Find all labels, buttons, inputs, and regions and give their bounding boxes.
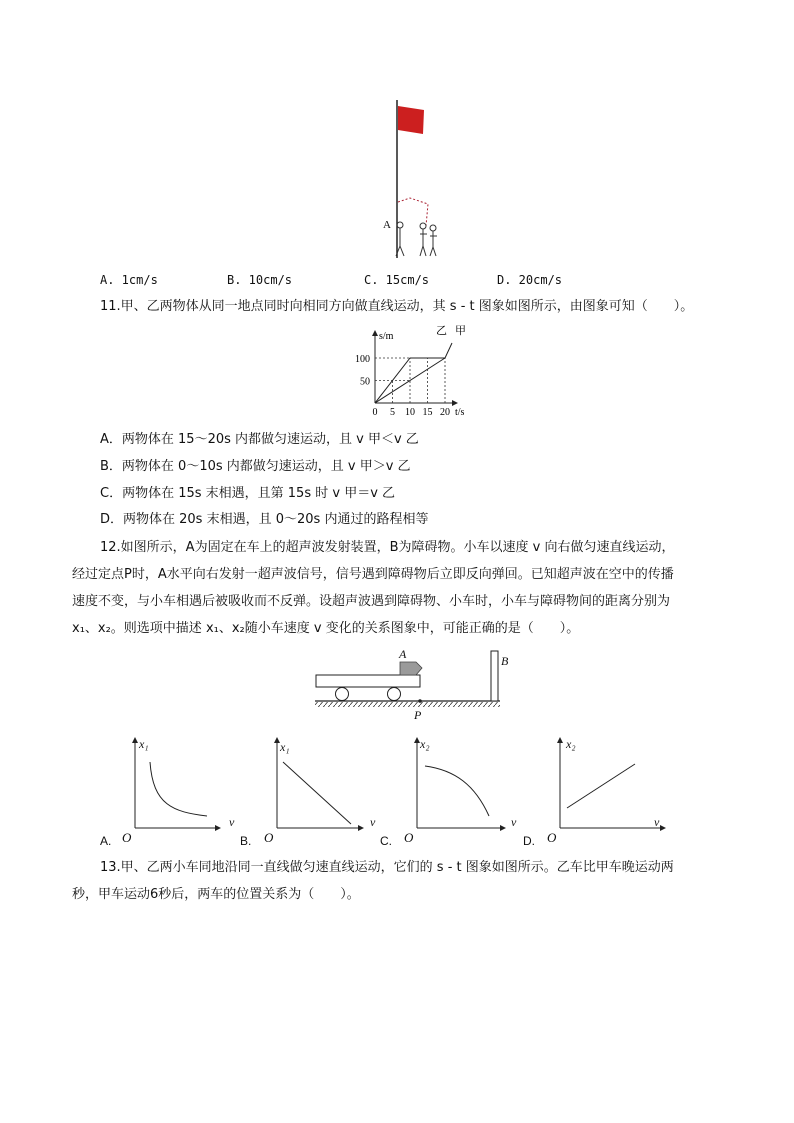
flag-shape (398, 106, 424, 134)
x-tick-0: 0 (372, 407, 378, 418)
q12-stem-line-2: 经过定点P时，A水平向右发射一超声波信号，信号遇到障碍物后立即反向弹回。已知超声波在空中的传播 (72, 567, 674, 582)
cart-diagram (310, 645, 510, 725)
cart-obstacle-svg (310, 645, 510, 725)
series-label-yi: 乙 (436, 325, 447, 337)
graph-d-y-label: x₂ (566, 737, 576, 751)
series-line-1 (375, 358, 445, 403)
graph-d-line (567, 764, 635, 808)
q13-stem-line-1: 13.甲、乙两小车同地沿同一直线做匀速直线运动，它们的 s - t 图象如图所示。乙车比甲车晚运动两 (100, 860, 674, 875)
q12-stem-line-3: 速度不变，与小车相遇后被吸收而不反弹。设超声波遇到障碍物、小车时，小车与障碍物间的距离分别为 (72, 594, 671, 609)
x-tick-15: 15 (422, 407, 433, 418)
graph-a-option: A. (100, 834, 112, 848)
series-label-jia: 甲 (455, 325, 466, 337)
point-label-p: P (414, 708, 422, 722)
x-tick-10: 10 (405, 407, 415, 418)
x-axis-label: t/s (455, 407, 465, 418)
option-a: A. 1cm/s (100, 273, 158, 287)
q12-option-graphs (95, 730, 675, 850)
series-jia-extension (445, 343, 452, 358)
graph-d-origin: O (547, 830, 557, 845)
q11-option-a: A．两物体在 15～20s 内都做匀速运动，且 v 甲＜v 乙 (100, 432, 419, 447)
y-axis-label: s/m (379, 331, 394, 342)
option-d: D. 20cm/s (497, 273, 563, 287)
y-tick-50: 50 (360, 376, 370, 388)
graph-c-y-label: x₂ (420, 737, 430, 751)
graph-a-curve (150, 762, 207, 816)
x-tick-5: 5 (390, 407, 395, 418)
graph-b-x-label: v (370, 815, 376, 829)
graph-b-line (283, 762, 351, 824)
option-c: C. 15cm/s (364, 273, 430, 287)
graph-c-option: C. (380, 834, 392, 848)
graph-c-x-label: v (511, 815, 517, 829)
option-graphs-svg (95, 730, 675, 850)
graph-c-origin: O (404, 830, 414, 845)
q11-stem: 11.甲、乙两物体从同一地点同时向相同方向做直线运动，其 s - t 图象如图所示，由图象可知（ ）。 (100, 299, 694, 314)
q11-st-chart (345, 323, 475, 423)
graph-d-x-label: v (654, 815, 660, 829)
ultrasonic-emitter (400, 662, 422, 675)
graph-b-y-label: x₁ (280, 740, 290, 754)
q11-option-d: D．两物体在 20s 末相遇，且 0～20s 内通过的路程相等 (100, 512, 429, 527)
q13-stem-line-2: 秒，甲车运动6秒后，两车的位置关系为（ ）。 (72, 887, 360, 902)
graph-b-origin: O (264, 830, 274, 845)
q11-option-b: B．两物体在 0～10s 内都做匀速运动，且 v 甲＞v 乙 (100, 459, 411, 474)
st-graph-svg (345, 323, 475, 423)
cart-body (316, 675, 420, 687)
x-tick-20: 20 (440, 407, 450, 418)
q12-stem-line-1: 12.如图所示，A为固定在车上的超声波发射装置，B为障碍物。小车以速度 v 向右做匀速直线运动， (100, 540, 675, 555)
q12-stem-line-4: x₁、x₂。则选项中描述 x₁、x₂随小车速度 v 变化的关系图象中，可能正确的是（ ）。 (72, 621, 580, 636)
flag-raising-illustration (380, 98, 440, 260)
q11-option-c: C．两物体在 15s 末相遇，且第 15s 时 v 甲＝v 乙 (100, 486, 396, 501)
graph-a-origin: O (122, 830, 132, 845)
option-b: B. 10cm/s (227, 273, 293, 287)
cart-label-a: A (399, 647, 407, 661)
flag-point-a-label: A (383, 219, 391, 231)
graph-d (560, 738, 665, 828)
graph-d-option: D. (523, 834, 535, 848)
graph-a-y-label: x₁ (139, 737, 149, 751)
y-tick-100: 100 (355, 354, 370, 365)
graph-a-x-label: v (229, 815, 235, 829)
obstacle-label-b: B (501, 654, 509, 668)
flag-figure (380, 98, 440, 260)
graph-c (417, 738, 505, 828)
graph-c-curve (425, 766, 489, 816)
graph-b-option: B. (240, 834, 252, 848)
obstacle-b (491, 651, 498, 701)
